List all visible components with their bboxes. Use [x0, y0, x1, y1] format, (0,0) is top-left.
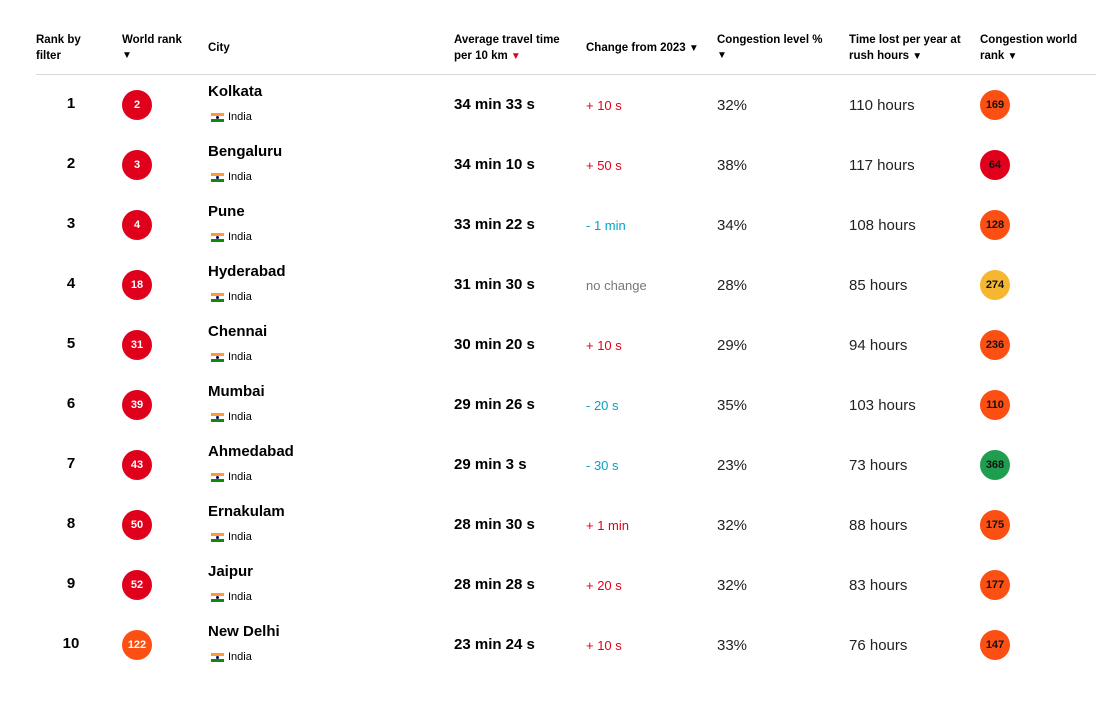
congestion-world-rank-badge: 64: [980, 150, 1010, 180]
country-label: [211, 171, 252, 183]
change-from-2023: + 20 s: [586, 578, 622, 593]
column-header-congestion-world-rank[interactable]: Congestion world rank ▼: [980, 34, 1078, 62]
congestion-world-rank-badge: 128: [980, 210, 1010, 240]
country-label: [211, 231, 252, 243]
country-name: India: [228, 411, 252, 423]
world-rank-badge: 3: [122, 150, 152, 180]
congestion-level: 29%: [717, 337, 748, 354]
rank-by-filter: 5: [66, 335, 76, 352]
time-lost-per-year: 76 hours: [849, 637, 908, 654]
column-header-change[interactable]: Change from 2023 ▼: [586, 42, 699, 54]
congestion-level: 34%: [717, 217, 748, 234]
congestion-level: 35%: [717, 397, 748, 414]
india-flag-icon: [211, 293, 224, 302]
change-from-2023: + 10 s: [586, 638, 622, 653]
country-name: India: [228, 591, 252, 603]
country-name: India: [228, 171, 252, 183]
country-label: [211, 411, 252, 423]
world-rank-badge: 39: [122, 390, 152, 420]
india-flag-icon: [211, 353, 224, 362]
congestion-level: 33%: [717, 637, 748, 654]
country-label: [211, 291, 252, 303]
table-row[interactable]: [36, 135, 1096, 195]
country-name: India: [228, 291, 252, 303]
world-rank-badge: 18: [122, 270, 152, 300]
sort-arrow-icon: ▼: [717, 50, 727, 61]
rank-by-filter: 3: [66, 215, 76, 232]
country-label: [211, 111, 252, 123]
column-header-world-rank[interactable]: World rank ▼: [122, 32, 182, 64]
rank-by-filter: 10: [62, 635, 80, 652]
rank-by-filter: 8: [66, 515, 76, 532]
india-flag-icon: [211, 533, 224, 542]
city-name[interactable]: New Delhi: [208, 623, 280, 640]
congestion-level: 23%: [717, 457, 748, 474]
world-rank-badge: 2: [122, 90, 152, 120]
city-name[interactable]: Ernakulam: [208, 503, 285, 520]
sort-arrow-icon: ▼: [688, 43, 699, 54]
congestion-world-rank-badge: 236: [980, 330, 1010, 360]
congestion-world-rank-badge: 368: [980, 450, 1010, 480]
country-name: India: [228, 111, 252, 123]
change-from-2023: - 20 s: [586, 398, 619, 413]
table-row[interactable]: [36, 375, 1096, 435]
time-lost-per-year: 73 hours: [849, 457, 908, 474]
india-flag-icon: [211, 593, 224, 602]
congestion-level: 32%: [717, 97, 748, 114]
city-name[interactable]: Kolkata: [208, 83, 263, 100]
congestion-level: 28%: [717, 277, 748, 294]
table-row[interactable]: [36, 255, 1096, 315]
column-header-congestion-level[interactable]: Congestion level % ▼: [717, 32, 822, 64]
time-lost-per-year: 94 hours: [849, 337, 908, 354]
city-name[interactable]: Ahmedabad: [208, 443, 294, 460]
average-travel-time: 29 min 26 s: [454, 396, 535, 413]
rank-by-filter: 7: [66, 455, 76, 472]
india-flag-icon: [211, 173, 224, 182]
rank-by-filter: 2: [66, 155, 76, 172]
country-label: [211, 351, 252, 363]
table-row[interactable]: [36, 495, 1096, 555]
country-name: India: [228, 351, 252, 363]
change-from-2023: no change: [586, 278, 647, 293]
column-header-rank-by-filter[interactable]: Rank by filter: [36, 34, 81, 62]
change-from-2023: + 1 min: [586, 518, 629, 533]
average-travel-time: 33 min 22 s: [454, 216, 535, 233]
change-from-2023: + 10 s: [586, 338, 622, 353]
world-rank-badge: 31: [122, 330, 152, 360]
change-from-2023: + 50 s: [586, 158, 622, 173]
world-rank-badge: 122: [122, 630, 152, 660]
average-travel-time: 31 min 30 s: [454, 276, 535, 293]
rank-by-filter: 6: [66, 395, 76, 412]
average-travel-time: 29 min 3 s: [454, 456, 527, 473]
table-row[interactable]: [36, 75, 1096, 135]
congestion-world-rank-badge: 110: [980, 390, 1010, 420]
congestion-world-rank-badge: 175: [980, 510, 1010, 540]
sort-arrow-icon: ▼: [1007, 51, 1018, 62]
country-name: India: [228, 231, 252, 243]
city-name[interactable]: Hyderabad: [208, 263, 286, 280]
table-row[interactable]: [36, 615, 1096, 675]
india-flag-icon: [211, 113, 224, 122]
sort-arrow-icon: ▼: [912, 51, 923, 62]
time-lost-per-year: 103 hours: [849, 397, 916, 414]
congestion-world-rank-badge: 274: [980, 270, 1010, 300]
table-row[interactable]: [36, 315, 1096, 375]
india-flag-icon: [211, 413, 224, 422]
congestion-level: 38%: [717, 157, 748, 174]
table-row[interactable]: [36, 555, 1096, 615]
country-label: [211, 591, 252, 603]
city-name[interactable]: Bengaluru: [208, 143, 283, 160]
country-name: India: [228, 531, 252, 543]
city-name[interactable]: Pune: [208, 203, 245, 220]
table-header: [36, 26, 1096, 75]
country-label: [211, 471, 252, 483]
congestion-world-rank-badge: 147: [980, 630, 1010, 660]
india-flag-icon: [211, 473, 224, 482]
country-name: India: [228, 651, 252, 663]
average-travel-time: 34 min 33 s: [454, 96, 535, 113]
average-travel-time: 30 min 20 s: [454, 336, 535, 353]
change-from-2023: + 10 s: [586, 98, 622, 113]
congestion-level: 32%: [717, 517, 748, 534]
average-travel-time: 34 min 10 s: [454, 156, 535, 173]
time-lost-per-year: 117 hours: [849, 157, 915, 174]
column-header-time-lost[interactable]: Time lost per year at rush hours ▼: [849, 34, 961, 62]
world-rank-badge: 43: [122, 450, 152, 480]
rank-by-filter: 4: [66, 275, 76, 292]
city-name[interactable]: Chennai: [208, 323, 268, 340]
table-row[interactable]: [36, 435, 1096, 495]
time-lost-per-year: 83 hours: [849, 577, 908, 594]
country-name: India: [228, 471, 252, 483]
city-name[interactable]: Jaipur: [208, 563, 254, 580]
country-label: [211, 531, 252, 543]
congestion-world-rank-badge: 169: [980, 90, 1010, 120]
congestion-level: 32%: [717, 577, 748, 594]
average-travel-time: 28 min 30 s: [454, 516, 535, 533]
city-name[interactable]: Mumbai: [208, 383, 265, 400]
india-flag-icon: [211, 233, 224, 242]
sort-arrow-icon: ▼: [122, 50, 132, 61]
world-rank-badge: 4: [122, 210, 152, 240]
column-header-average-travel-time[interactable]: Average travel time per 10 km ▼: [454, 34, 560, 62]
average-travel-time: 28 min 28 s: [454, 576, 535, 593]
time-lost-per-year: 85 hours: [849, 277, 908, 294]
country-label: [211, 651, 252, 663]
time-lost-per-year: 108 hours: [849, 217, 916, 234]
time-lost-per-year: 110 hours: [849, 97, 915, 114]
change-from-2023: - 1 min: [586, 218, 626, 233]
world-rank-badge: 52: [122, 570, 152, 600]
column-header-city: City: [208, 42, 230, 54]
average-travel-time: 23 min 24 s: [454, 636, 535, 653]
india-flag-icon: [211, 653, 224, 662]
change-from-2023: - 30 s: [586, 458, 619, 473]
congestion-world-rank-badge: 177: [980, 570, 1010, 600]
time-lost-per-year: 88 hours: [849, 517, 908, 534]
rank-by-filter: 1: [66, 95, 76, 112]
sort-arrow-active-icon: ▼: [510, 51, 521, 62]
table-row[interactable]: [36, 195, 1096, 255]
world-rank-badge: 50: [122, 510, 152, 540]
rank-by-filter: 9: [66, 575, 76, 592]
